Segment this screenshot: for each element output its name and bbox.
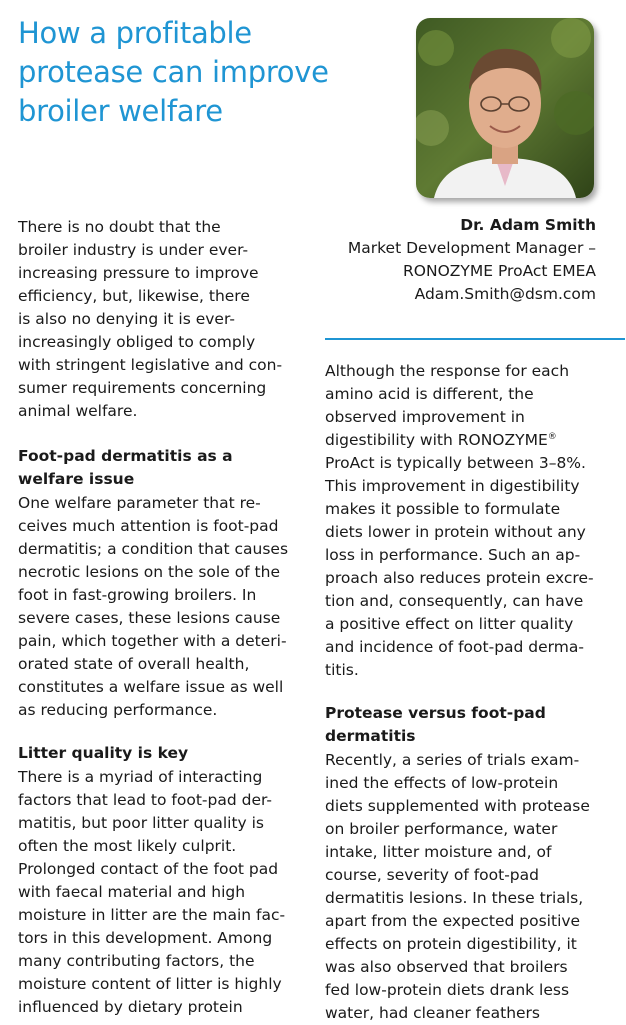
section-heading-foot-pad: Foot-pad dermatitis as a welfare issue (18, 447, 233, 488)
author-photo (416, 18, 594, 198)
column-divider (325, 338, 625, 340)
left-column (18, 216, 310, 1019)
litter-paragraph: There is a myriad of interacting factors that lead to foot-pad der- matitis, but poor litter quality is often the most likely culprit. Prolonged contact of the foot pad with faecal material and high moisture in litter are the main fac- tors in this development. Among many contributing factors, the moisture content of litter is highly influenced by dietary protein (18, 768, 286, 1016)
section-heading-litter: Litter quality is key (18, 744, 189, 762)
author-info (348, 214, 596, 306)
author-product: RONOZYME ProAct EMEA (403, 262, 596, 280)
article-title: How a profitable protease can improve broiler welfare (18, 16, 329, 128)
right-column (325, 360, 613, 1025)
digestibility-paragraph: Although the response for each amino acid is different, the observed improvement in digestibility with RONOZYME® ProAct is typically between 3–8%. This improvement in digestibility makes it possible to formulate diets lower in protein without any loss in performance. Such an ap- proach also reduces protein excre- tion and, consequently, can have a positive effect on litter quality and incidence of foot-pad derma- titis. (325, 362, 594, 679)
protease-paragraph: Recently, a series of trials exam- ined the effects of low-protein diets supplemented with protease on broiler performance, water intake, litter moisture and, of course, severity of foot-pad dermatitis lesions. In these trials, apart from the expected positive effects on protein digestibility, it was also observed that broilers fed low-protein diets drank less water, had cleaner feathers (325, 751, 590, 1022)
intro-paragraph: There is no doubt that the broiler industry is under ever- increasing pressure to improve efficiency, but, likewise, there is also no denying it is ever- increasingly obliged to comply with stringent legislative and con- sumer requirements concerning animal welfare. (18, 218, 283, 420)
author-name: Dr. Adam Smith (460, 216, 596, 234)
section-heading-protease: Protease versus foot-pad dermatitis (325, 704, 546, 745)
foot-pad-paragraph: One welfare parameter that re- ceives much attention is foot-pad dermatitis; a condition that causes necrotic lesions on the sole of the foot in fast-growing broilers. In severe cases, these lesions cause pain, which together with a deteri- orated state of overall health, constitutes a welfare issue as well as reducing performance. (18, 494, 289, 719)
author-email[interactable]: Adam.Smith@dsm.com (414, 285, 596, 303)
registered-mark: ® (547, 431, 557, 442)
author-role: Market Development Manager – (347, 239, 596, 257)
